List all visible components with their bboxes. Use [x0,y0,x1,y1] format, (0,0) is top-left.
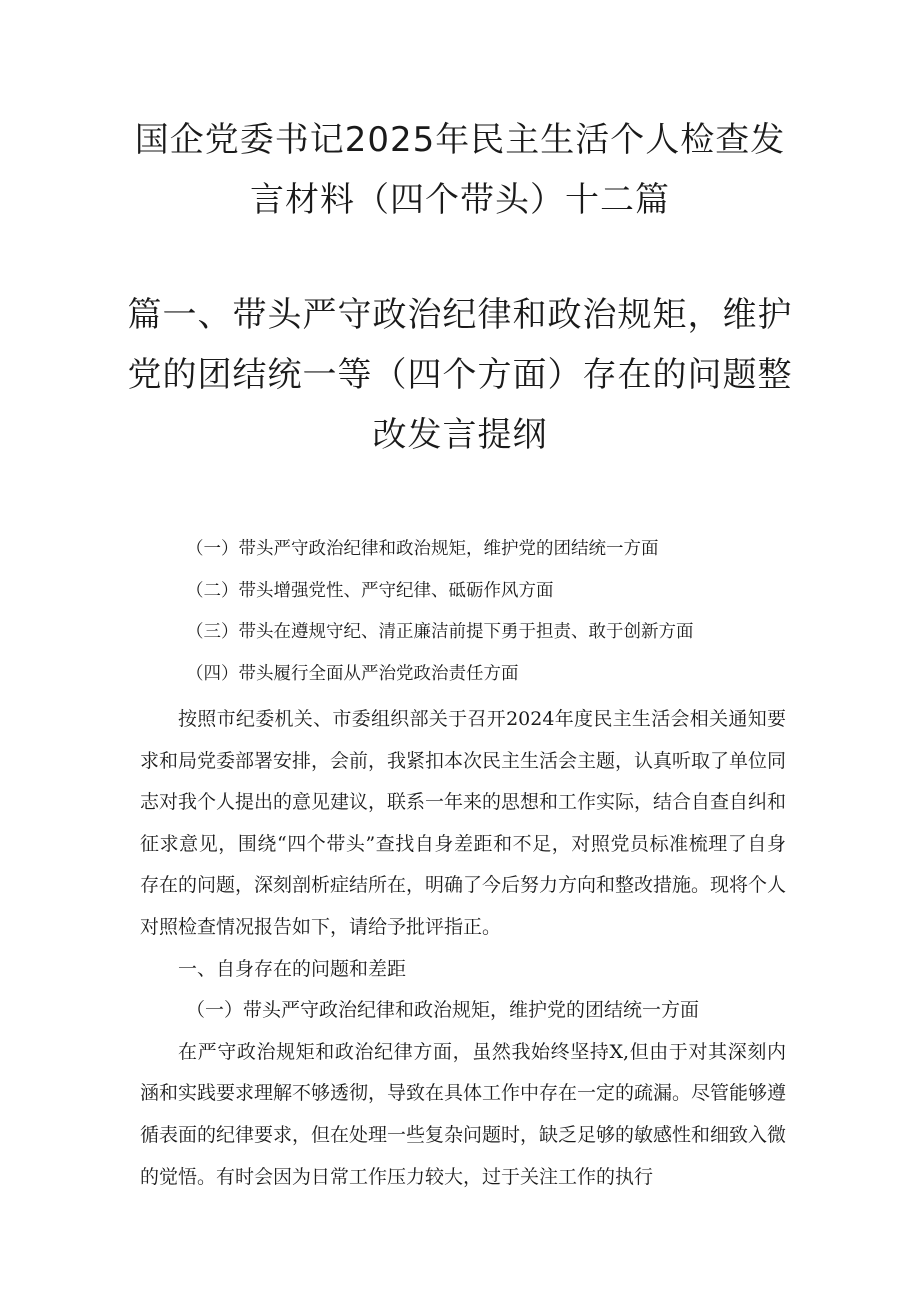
section-heading: 一、自身存在的问题和差距 [178,957,407,980]
toc-item: （四）带头履行全面从严治党政治责任方面 [186,663,519,684]
table-of-contents [140,529,800,695]
body-paragraph: 在严守政治规矩和政治纪律方面，虽然我始终坚持X,但由于对其深刻内涵和实践要求理解不够透彻，导致在具体工作中存在一定的疏漏。尽管能够遵循表面的纪律要求，但在处理一些复杂问题时，缺乏足够的敏感性和细致入微的觉悟。有时会因为日常工作压力较大，过于关注工作的执行 [140,1040,787,1188]
toc-item: （二）带头增强党性、严守纪律、砥砺作风方面 [186,580,554,601]
subsection-heading: （一）带头严守政治纪律和政治规矩，维护党的团结统一方面 [186,999,700,1022]
document-title: 国企党委书记2025年民主生活个人检查发言材料（四个带头）十二篇 [134,120,786,220]
section-title: 篇一、带头严守政治纪律和政治规矩，维护党的团结统一等（四个方面）存在的问题整改发言提纲 [127,295,793,455]
toc-item: （三）带头在遵规守纪、清正廉洁前提下勇于担责、敢于创新方面 [186,622,694,642]
intro-paragraph: 按照市纪委机关、市委组织部关于召开2024年度民主生活会相关通知要求和局党委部署安排，会前，我紧扣本次民主生活会主题，认真听取了单位同志对我个人提出的意见建议，联系一年来的思想和工作实际，结合自查自纠和征求意见，围绕“四个带头”查找自身差距和不足，对照党员标准梳理了自身存在的问题，深刻剖析症结所在，明确了今后努力方向和整改措施。现将个人对照检查情况报告如下，请给予批评指正。 [140,708,787,938]
toc-item: （一）带头严守政治纪律和政治规矩，维护党的团结统一方面 [186,539,659,559]
document-body [140,699,786,1198]
